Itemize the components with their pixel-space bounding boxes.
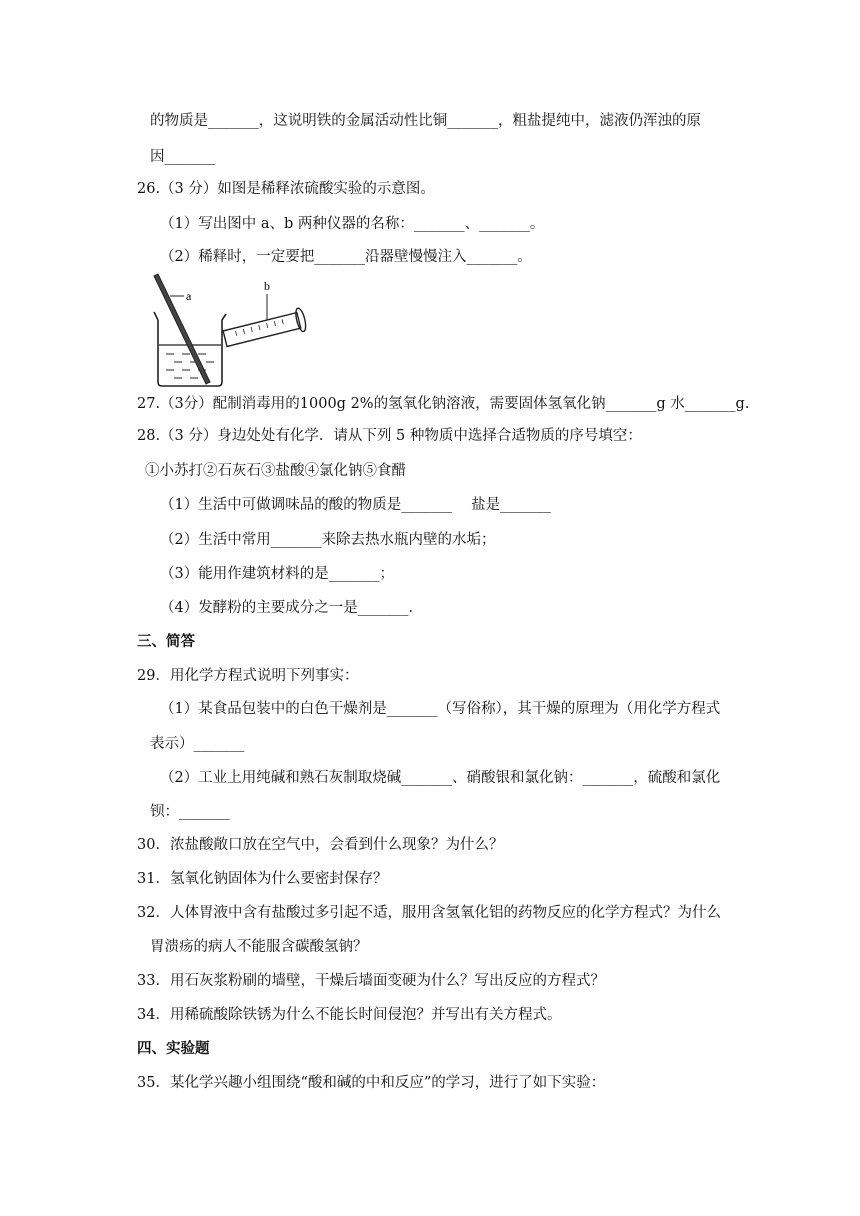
question-28-part-2: （2）生活中常用_______来除去热水瓶内壁的水垢；: [160, 532, 496, 548]
question-28-options: ①小苏打②石灰石③盐酸④氯化钠⑤食醋: [145, 463, 406, 479]
question-28: 28.（3 分）身边处处有化学．请从下列 5 种物质中选择合适物质的序号填空：: [137, 428, 642, 444]
question-31: 31．氢氧化钠固体为什么要密封保存？: [137, 871, 388, 887]
label-a: a: [186, 289, 192, 303]
question-26: 26.（3 分）如图是稀释浓硫酸实验的示意图。: [137, 181, 435, 197]
text-line: 表示）_______: [150, 736, 245, 752]
question-29: 29．用化学方程式说明下列事实：: [137, 668, 359, 684]
question-28-part-1: （1）生活中可做调味品的酸的物质是_______ 盐是_______: [160, 497, 551, 513]
section-heading-experiment: 四、实验题: [137, 1040, 210, 1057]
dilution-diagram: [140, 270, 320, 390]
text-line: 胃溃疡的病人不能服含碳酸氢钠？: [150, 939, 368, 955]
question-35: 35．某化学兴趣小组围绕“酸和碱的中和反应”的学习，进行了如下实验：: [137, 1075, 606, 1091]
question-28-part-4: （4）发酵粉的主要成分之一是_______．: [160, 600, 423, 616]
graduated-cylinder-icon: [222, 307, 307, 350]
question-32: 32．人体胃液中含有盐酸过多引起不适，服用含氢氧化铝的药物反应的化学方程式？为什么: [137, 905, 721, 921]
section-heading-short-answer: 三、简答: [137, 633, 195, 650]
glass-rod-icon: [154, 274, 210, 384]
question-29-part-1: （1）某食品包装中的白色干燥剂是_______（写俗称），其干燥的原理为（用化学方程式: [160, 701, 721, 717]
question-26-part-2: （2）稀释时，一定要把_______沿器壁慢慢注入_______。: [160, 249, 532, 265]
label-b: b: [264, 279, 270, 293]
question-33: 33．用石灰浆粉刷的墙壁，干燥后墙面变硬为什么？写出反应的方程式？: [137, 973, 605, 989]
text-line: 钡：_______: [150, 804, 230, 820]
question-28-part-3: （3）能用作建筑材料的是_______；: [160, 566, 394, 582]
question-26-part-1: （1）写出图中 a、b 两种仪器的名称：_______、_______。: [160, 216, 545, 232]
question-29-part-2: （2）工业上用纯碱和熟石灰制取烧碱_______、硝酸银和氯化钠：_______，硫酸和氯化: [160, 770, 721, 786]
text-line: 的物质是_______，这说明铁的金属活动性比铜_______，粗盐提纯中，滤液仍浑浊的原: [150, 113, 701, 129]
question-30: 30．浓盐酸敞口放在空气中，会看到什么现象？为什么？: [137, 837, 504, 853]
question-34: 34．用稀硫酸除铁锈为什么不能长时间侵泡？并写出有关方程式。: [137, 1007, 562, 1023]
text-line: 因_______: [150, 149, 216, 165]
question-27: 27.（3分）配制消毒用的1000g 2%的氢氧化钠溶液，需要固体氢氧化钠_______g 水_______g.: [137, 396, 750, 412]
